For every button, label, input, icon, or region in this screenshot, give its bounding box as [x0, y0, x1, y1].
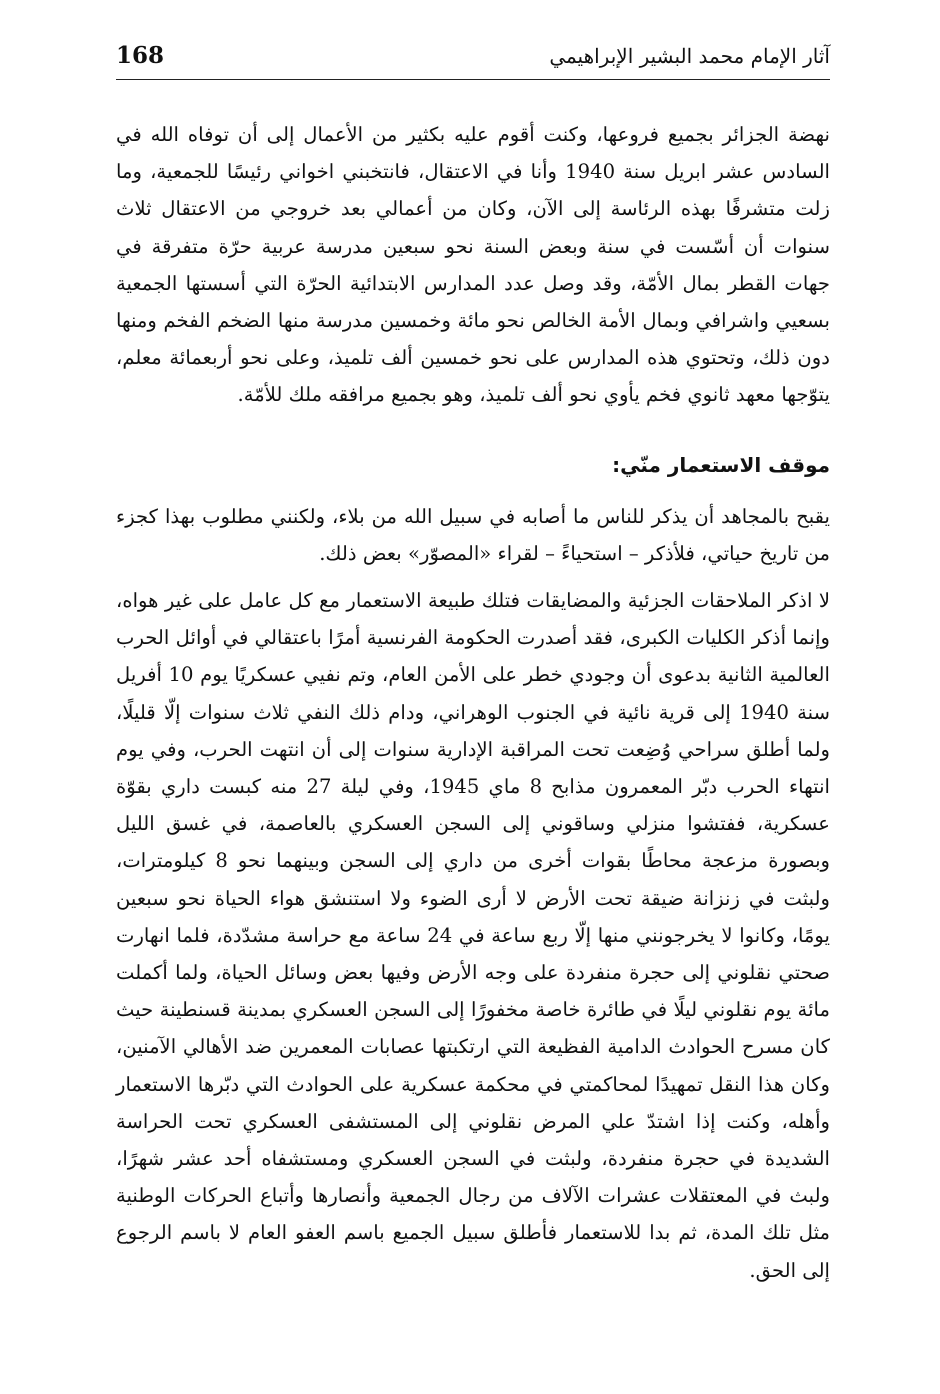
page-number: 168 — [116, 42, 165, 69]
page-header — [116, 34, 830, 76]
section-heading: موقف الاستعمار منّي: — [612, 452, 830, 477]
header-rule — [116, 79, 830, 80]
paragraph-1: نهضة الجزائر بجميع فروعها، وكنت أقوم عليه بكثير من الأعمال إلى أن توفاه الله في السادس عشر ابريل سنة 1940 وأنا في الاعتقال، فانتخبني اخواني رئيسًا للجمعية، وما زلت متشرفًا بهذه الرئاسة إلى الآن، وكان من أعمالي بعد خروجي من الاعتقال ثلاث سنوات أن أسّست في سنة وبعض السنة نحو سبعين مدرسة عربية حرّة متفرقة في جهات القطر بمال الأمّة، وقد وصل عدد المدارس الابتدائية الحرّة التي أسستها الجمعية بسعيي واشرافي وبمال الأمة الخالص نحو مائة وخمسين مدرسة منها الضخم الفخم ومنها دون ذلك، وتحتوي هذه المدارس على نحو خمسين ألف تلميذ، وعلى نحو أربعمائة معلم، يتوّجها معهد ثانوي فخم يأوي نحو ألف تلميذ، وهو بجميع مرافقه ملك للأمّة. — [116, 123, 830, 407]
paragraph-3: لا اذكر الملاحقات الجزئية والمضايقات فتلك طبيعة الاستعمار مع كل عامل على غير هواه، وإنما أذكر الكليات الكبرى، فقد أصدرت الحكومة الفرنسية أمرًا باعتقالي في أوائل الحرب العالمية الثانية بدعوى أن وجودي خطر على الأمن العام، وتم نفيي عسكريًا يوم 10 أفريل سنة 1940 إلى قرية نائية في الجنوب الوهراني، ودام ذلك النفي ثلاث سنوات إلّا قليلًا، ولما أطلق سراحي وُضِعت تحت المراقبة الإدارية سنوات إلى أن انتهت الحرب، وفي يوم انتهاء الحرب دبّر المعمرون مذابح 8 ماي 1945، وفي ليلة 27 منه كبست داري بقوّة عسكرية، ففتشوا منزلي وساقوني إلى السجن العسكري بالعاصمة، في غسق الليل وبصورة مزعجة محاطًا بقوات أخرى من داري إلى السجن وبينهما نحو 8 كيلومترات، ولبثت في زنزانة ضيقة تحت الأرض لا أرى الضوء ولا استنشق هواء الحياة نحو سبعين يومًا، وكانوا لا يخرجونني منها إلّا ربع ساعة في 24 ساعة مع حراسة مشدّدة، فلما انهارت صحتي نقلوني إلى حجرة منفردة على وجه الأرض وفيها بعض وسائل الحياة، ولما أكملت مائة يوم نقلوني ليلًا في طائرة خاصة مخفورًا إلى السجن العسكري بمدينة قسنطينة حيث كان مسرح الحوادث الدامية الفظيعة التي ارتكبتها عصابات المعمرين ضد الأهالي الآمنين، وكان هذا النقل تمهيدًا لمحاكمتي في محكمة عسكرية على الحوادث التي دبّرها الاستعمار وأهله، وكنت إذا اشتدّ علي المرض نقلوني إلى المستشفى العسكري تحت الحراسة الشديدة في حجرة منفردة، ولبثت في السجن العسكري ومستشفاه أحد عشر شهرًا، ولبث في المعتقلات عشرات الآلاف من رجال الجمعية وأنصارها وأتباع الحركات الوطنية مثل تلك المدة، ثم بدا للاستعمار فأطلق سبيل الجميع باسم العفو العام لا باسم الرجوع إلى الحق. — [116, 589, 830, 1282]
paragraph-2: يقبح بالمجاهد أن يذكر للناس ما أصابه في سبيل الله من بلاء، ولكنني مطلوب بهذا كجزء من تاريخ حياتي، فلأذكر – استحياءً – لقراء «المصوّر» بعض ذلك. — [116, 504, 830, 565]
body-text — [116, 116, 830, 1289]
running-title: آثار الإمام محمد البشير الإبراهيمي — [549, 44, 830, 68]
